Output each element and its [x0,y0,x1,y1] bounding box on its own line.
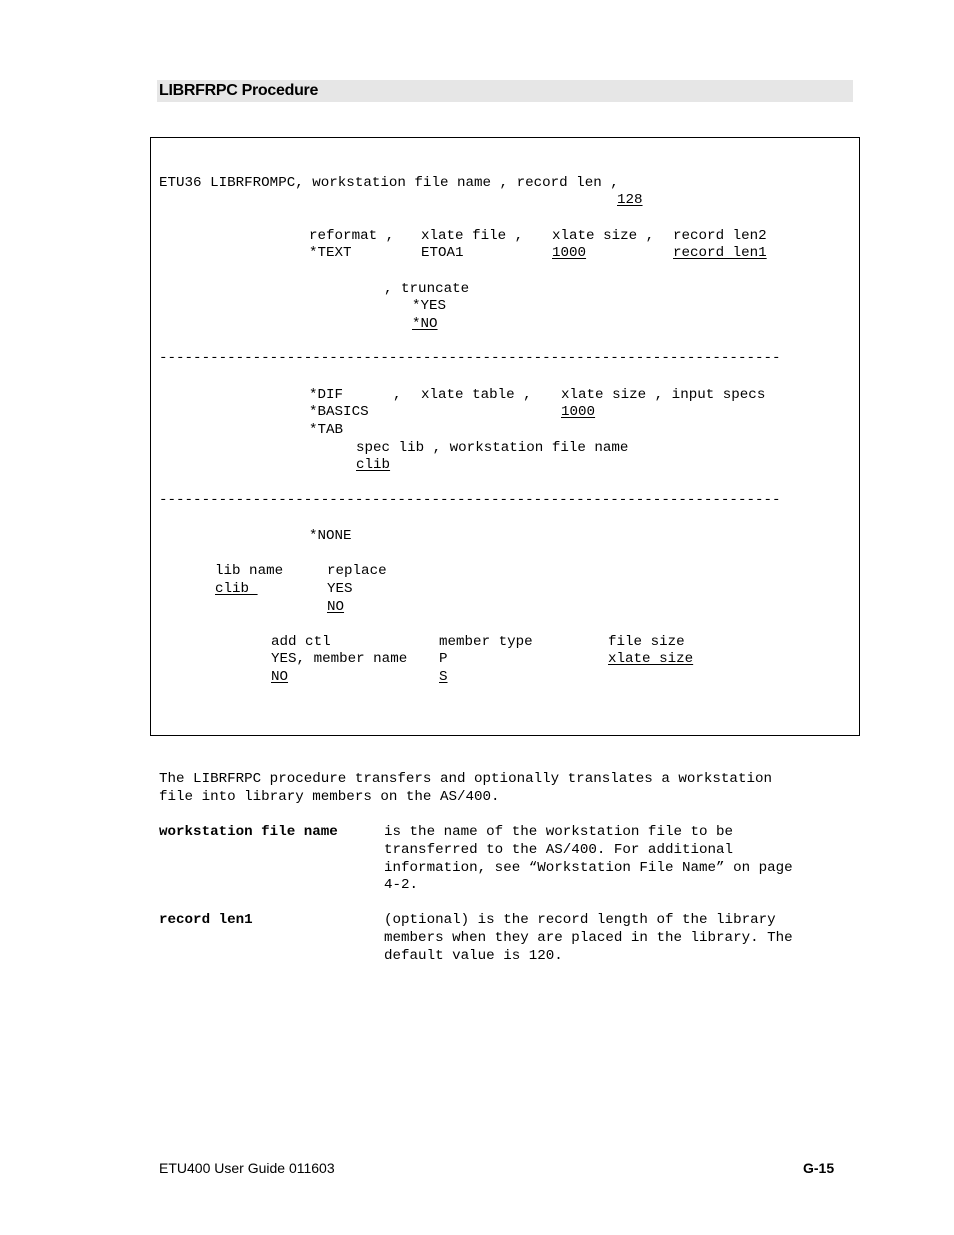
param-member-type: member type [439,634,533,650]
file-size-default: xlate size [608,651,694,667]
param-xlate-size-input-specs: xlate size , input specs [561,387,766,403]
syntax-command-line: ETU36 LIBRFROMPC, workstation file name , record len , [159,175,619,191]
option-text: *TEXT [309,245,352,261]
param-record-len2: record len2 [673,228,767,244]
member-type-s-default: S [439,669,448,685]
param-description-line: transferred to the AS/400. For additional [384,842,734,858]
param-truncate: , truncate [384,281,470,297]
replace-yes: YES [327,581,353,597]
intro-paragraph-line: The LIBRFRPC procedure transfers and optionally translates a workstation [159,771,772,787]
param-term-record-len1: record len1 [159,912,253,928]
xlate-size-default-2: 1000 [561,404,596,420]
intro-paragraph-line: file into library members on the AS/400. [159,789,500,805]
option-tab: *TAB [309,422,344,438]
xlate-size-default: 1000 [552,245,587,261]
section-title-bar [157,80,853,102]
param-description-line: members when they are placed in the library. The [384,930,793,946]
replace-no-default: NO [327,599,345,615]
truncate-no-default: *NO [412,316,438,332]
param-add-ctl: add ctl [271,634,331,650]
param-xlate-table: xlate table , [421,387,532,403]
lib-name-default: clib [215,581,258,597]
divider-line: ------------------------------------------------------------------------- [159,492,781,508]
footer-guide-title: ETU400 User Guide 011603 [159,1160,335,1176]
option-etoa1: ETOA1 [421,245,464,261]
option-basics: *BASICS [309,404,369,420]
param-lib-name: lib name [215,563,284,579]
param-description-line: default value is 120. [384,948,563,964]
record-len2-default: record len1 [673,245,767,261]
page-number: G-15 [803,1160,835,1176]
option-none: *NONE [309,528,352,544]
option-dif: *DIF [309,387,344,403]
param-file-size: file size [608,634,685,650]
param-spec-lib: spec lib , workstation file name [356,440,629,456]
param-description-line: 4-2. [384,877,419,893]
param-term-workstation-file-name: workstation file name [159,824,338,840]
param-description-line: is the name of the workstation file to be [384,824,734,840]
add-ctl-yes-member-name: YES, member name [271,651,408,667]
param-description-line: information, see “Workstation File Name” on page [384,860,793,876]
param-replace: replace [327,563,387,579]
param-xlate-file: xlate file , [421,228,524,244]
add-ctl-no-default: NO [271,669,289,685]
param-reformat: reformat , [309,228,395,244]
record-len-default: 128 [617,192,643,208]
truncate-yes: *YES [412,298,447,314]
comma-separator: , [393,387,402,403]
divider-line: ------------------------------------------------------------------------- [159,350,781,366]
member-type-p: P [439,651,448,667]
section-title: LIBRFRPC Procedure [159,82,319,99]
param-xlate-size: xlate size , [552,228,655,244]
param-description-line: (optional) is the record length of the library [384,912,776,928]
spec-lib-default: clib [356,457,391,473]
